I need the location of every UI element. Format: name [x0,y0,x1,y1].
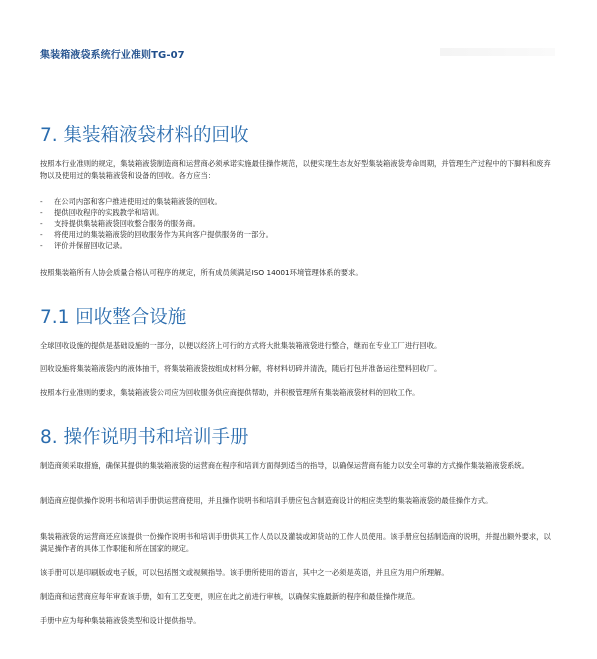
section-7-intro: 按照本行业准则的规定，集装箱液袋制造商和运营商必须承诺实施最佳操作规范，以便实现生态友好型集装箱液袋寿命周期，并管理生产过程中的下脚料和废弃物以及使用过的集装箱液袋和设备的回收。各方应当： [40,159,551,180]
list-item: - 提供回收程序的实践教学和培训。 [40,207,557,218]
header-decoration [440,48,555,56]
section-7-1-paragraph-1: 全球回收设施的提供是基础设施的一部分，以便以经济上可行的方式将大批集装箱液袋进行整合，继而在专业工厂进行回收。 [40,341,442,350]
section-7-heading: 7. 集装箱液袋材料的回收 [40,125,249,146]
section-7-1-heading: 7.1 回收整合设施 [40,307,187,328]
section-8-paragraph-3: 集装箱液袋的运营商还应该提供一份操作说明书和培训手册供其工作人员以及灌装或卸货站的工作人员使用。该手册应包括制造商的说明，并提出额外要求，以满足操作者的具体工作职能和所在国家的规定。 [40,532,551,553]
list-item: - 将使用过的集装箱液袋的回收服务作为其向客户提供服务的一部分。 [40,229,557,240]
section-8-paragraph-4: 该手册可以是印刷版或电子版，可以包括图文或视频指导。该手册所使用的语言，其中之一必须是英语，并且应为用户所理解。 [40,568,449,577]
section-7-list [40,196,557,251]
document-header: 集装箱液袋系统行业准则TG-07 [40,50,185,61]
list-item: - 评价并保留回收记录。 [40,240,557,251]
section-7-closing: 按照集装箱所有人协会质量合格认可程序的规定，所有成员须满足ISO 14001环境管理体系的要求。 [40,268,363,277]
section-8-heading: 8. 操作说明书和培训手册 [40,427,249,448]
list-item: - 在公司内部和客户推进使用过的集装箱液袋的回收。 [40,196,557,207]
section-8-paragraph-5: 制造商和运营商应每年审查该手册，如有工艺变更，则应在此之前进行审核，以确保实施最新的程序和最佳操作规范。 [40,592,420,601]
section-8-paragraph-2: 制造商应提供操作说明书和培训手册供运营商使用，并且操作说明书和培训手册应包含制造商设计的相应类型的集装箱液袋的最佳操作方式。 [40,496,493,505]
section-8-paragraph-1: 制造商须采取措施，确保其提供的集装箱液袋的运营商在程序和培训方面得到适当的指导，以确保运营商有能力以安全可靠的方式操作集装箱液袋系统。 [40,461,529,470]
section-8-paragraph-6: 手册中应为每种集装箱液袋类型和设计提供指导。 [40,616,201,625]
section-7-1-paragraph-2: 回收设施将集装箱液袋内的液体抽干，将集装箱液袋按组成材料分解，将材料切碎并清洗，随后打包并准备运往塑料回收厂。 [40,364,442,373]
list-item: - 支持提供集装箱液袋回收整合服务的服务商。 [40,218,557,229]
section-7-1-paragraph-3: 按照本行业准则的要求，集装箱液袋公司应为回收服务供应商提供帮助，并积极管理所有集装箱液袋材料的回收工作。 [40,388,420,397]
